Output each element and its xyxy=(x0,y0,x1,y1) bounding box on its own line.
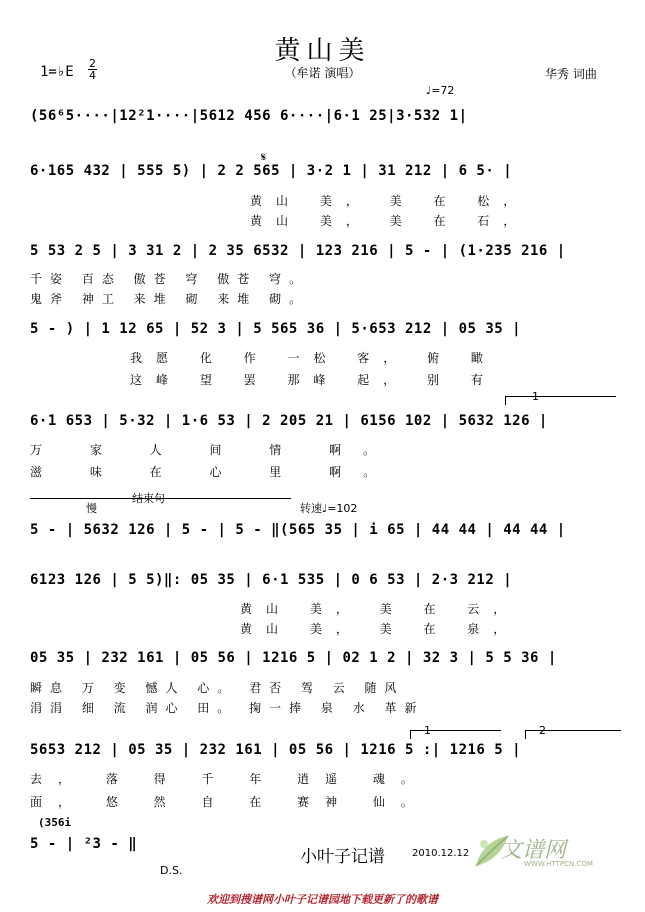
ending-number-1: 1 xyxy=(532,390,539,403)
lyrics-row-4a: 我愿 化 作 一松 客， 俯 瞰 xyxy=(130,351,497,365)
volta-number-2: 2 xyxy=(539,724,546,737)
lyrics-row-2a: 黄山 美， 美 在 松， xyxy=(250,194,530,208)
score-row-10: 5 - | ²3 - ‖ xyxy=(30,836,138,852)
tempo-shift-mark: 转速♩=102 xyxy=(300,502,358,515)
ds-mark: D.S. xyxy=(160,864,183,877)
transcribe-date: 2010.12.12 xyxy=(412,848,470,859)
transcriber-signature: 小叶子记谱 xyxy=(300,847,385,867)
lyrics-row-7b: 黄山 美， 美 在 泉， xyxy=(240,622,520,636)
score-row-1: (56⁶5····|12²1····|5612 456 6····|6·1 25|3·532 1| xyxy=(30,108,468,124)
score-row-8: 05 35 | 232 161 | 05 56 | 1216 5 | 02 1 2 | 32 3 | 5 5 36 | xyxy=(30,650,557,666)
volta-number-1: 1 xyxy=(424,724,431,737)
author-credit: 华秀 词曲 xyxy=(545,67,597,81)
ending-bracket-1 xyxy=(505,396,616,405)
score-row-4: 5 - ) | 1 12 65 | 52 3 | 5 565 36 | 5·653 212 | 05 35 | xyxy=(30,321,522,337)
coda-notes: (356i xyxy=(38,816,72,829)
page-title: 黄山美 xyxy=(274,36,371,66)
site-url: WWW.HTTPCN.COM xyxy=(524,860,593,868)
end-phrase-label: 结束句 xyxy=(132,492,165,505)
score-row-3: 5 53 2 5 | 3 31 2 | 2 35 6532 | 123 216 | 5 - | (1·235 216 | xyxy=(30,243,566,259)
lyrics-row-4b: 这峰 望 罢 那峰 起， 别 有 xyxy=(130,373,497,387)
footer-banner: 欢迎到搜谱网小叶子记谱园地下载更新了的歌谱 xyxy=(207,893,438,906)
lyrics-row-8b: 涓涓 细 流 润心 田。 掬一捧 泉 水 革新 xyxy=(30,701,425,715)
lyrics-row-8a: 瞬息 万 变 憾人 心。 君否 驾 云 随风 xyxy=(30,681,405,695)
lyrics-row-7a: 黄山 美， 美 在 云， xyxy=(240,602,520,616)
lyrics-row-5a: 万 家 人 间 情 啊。 xyxy=(30,443,398,457)
score-row-2: 6·165 432 | 555 5) | 2 2 565 | 3·2 1 | 31 212 | 6 5· | xyxy=(30,163,513,179)
time-signature xyxy=(88,58,97,81)
score-row-6: 5 - | 5632 126 | 5 - | 5 - ‖(565 35 | i 65 | 44 44 | 44 44 | xyxy=(30,522,566,538)
score-row-9: 5653 212 | 05 35 | 232 161 | 05 56 | 1216 5 :| 1216 5 | xyxy=(30,742,522,758)
lyrics-row-9b: 面， 悠 然 自 在 赛神 仙。 xyxy=(30,795,429,809)
tempo-mark: ♩=72 xyxy=(426,84,455,97)
lyrics-row-5b: 滋 味 在 心 里 啊。 xyxy=(30,465,398,479)
performer-line: （牟诺 演唱） xyxy=(284,66,361,80)
slow-mark: 慢 xyxy=(86,502,97,515)
score-row-7: 6123 126 | 5 5)‖: 05 35 | 6·1 535 | 0 6 53 | 2·3 212 | xyxy=(30,572,513,588)
lyrics-row-9a: 去， 落 得 千 年 逍遥 魂。 xyxy=(30,772,429,786)
time-sig-bottom: 4 xyxy=(89,69,96,82)
lyrics-row-3a: 千姿 百态 傲苍 穹 傲苍 穹。 xyxy=(30,272,310,286)
score-row-5: 6·1 653 | 5·32 | 1·6 53 | 2 205 21 | 6156 102 | 5632 126 | xyxy=(30,413,548,429)
lyrics-row-2b: 黄山 美， 美 在 石， xyxy=(250,214,530,228)
key-signature: 1=♭E xyxy=(40,64,74,80)
time-sig-top: 2 xyxy=(89,57,96,70)
site-logo-text: 文谱网 xyxy=(500,838,567,863)
segno-icon: 𝄋 xyxy=(261,150,267,164)
lyrics-row-3b: 鬼斧 神工 来堆 砌 来堆 砌。 xyxy=(30,292,310,306)
